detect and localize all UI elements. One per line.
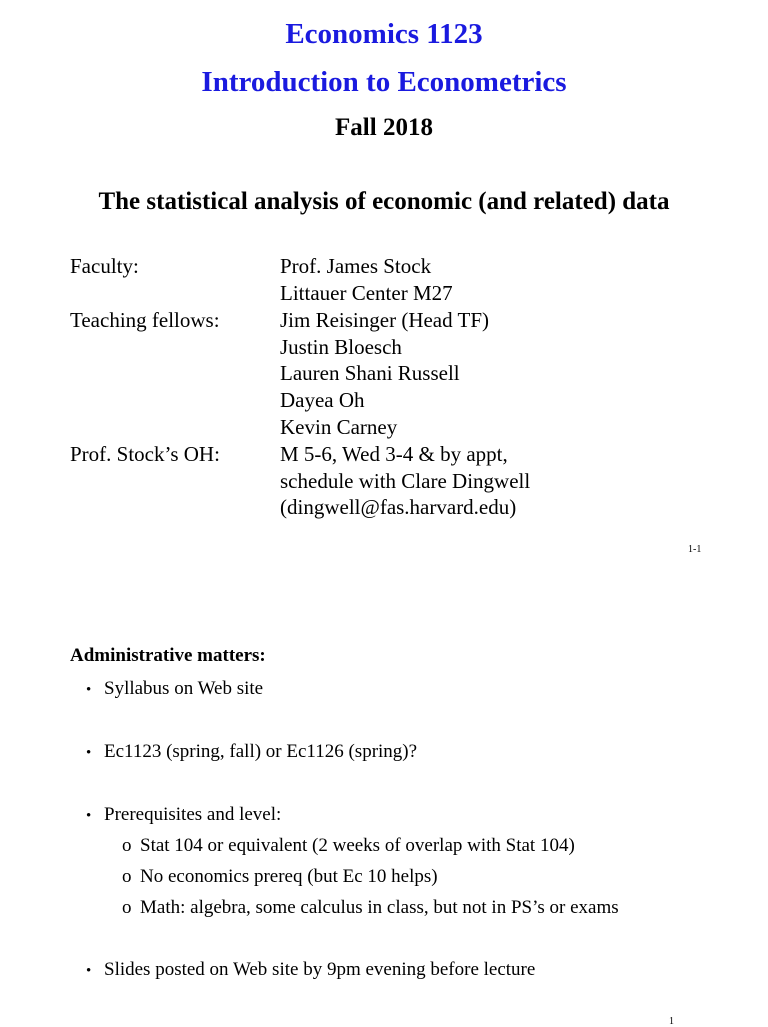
tf-label: Teaching fellows: xyxy=(70,308,220,332)
admin-heading: Administrative matters: xyxy=(70,645,266,666)
prereq-subitem: No economics prereq (but Ec 10 helps) xyxy=(140,866,438,887)
bullet-icon: • xyxy=(86,963,92,979)
office-hours-contact: (dingwell@fas.harvard.edu) xyxy=(280,495,517,519)
prereq-subitem: Stat 104 or equivalent (2 weeks of overlap with Stat 104) xyxy=(140,835,575,856)
sub-bullet-icon: o xyxy=(122,866,132,887)
admin-item: Syllabus on Web site xyxy=(104,678,264,699)
bullet-icon: • xyxy=(86,682,92,698)
sub-bullet-icon: o xyxy=(122,897,132,918)
admin-item: Ec1123 (spring, fall) or Ec1126 (spring)? xyxy=(104,741,418,762)
office-hours-line: schedule with Clare Dingwell xyxy=(280,469,531,493)
admin-item: Slides posted on Web site by 9pm evening before lecture xyxy=(104,959,536,980)
term: Fall 2018 xyxy=(335,114,433,141)
slide-number: 1-1 xyxy=(688,544,702,555)
tf-name: Jim Reisinger (Head TF) xyxy=(280,308,489,332)
tf-name: Dayea Oh xyxy=(280,388,365,412)
office-hours-label: Prof. Stock’s OH: xyxy=(70,442,220,466)
course-title: Introduction to Econometrics xyxy=(201,66,567,98)
faculty-office: Littauer Center M27 xyxy=(280,281,453,305)
faculty-label: Faculty: xyxy=(70,254,139,278)
course-number: Economics 1123 xyxy=(285,18,483,50)
admin-item: Prerequisites and level: xyxy=(104,804,282,825)
bullet-icon: • xyxy=(86,808,92,824)
next-page-mark: 1 xyxy=(669,1016,674,1027)
prereq-subitem: Math: algebra, some calculus in class, but not in PS’s or exams xyxy=(140,897,619,918)
bullet-icon: • xyxy=(86,745,92,761)
tf-name: Lauren Shani Russell xyxy=(280,361,460,385)
tf-name: Kevin Carney xyxy=(280,415,398,439)
course-subtitle: The statistical analysis of economic (and related) data xyxy=(98,188,670,215)
office-hours-line: M 5-6, Wed 3-4 & by appt, xyxy=(280,442,508,466)
sub-bullet-icon: o xyxy=(122,835,132,856)
tf-name: Justin Bloesch xyxy=(280,335,402,359)
faculty-name: Prof. James Stock xyxy=(280,254,432,278)
